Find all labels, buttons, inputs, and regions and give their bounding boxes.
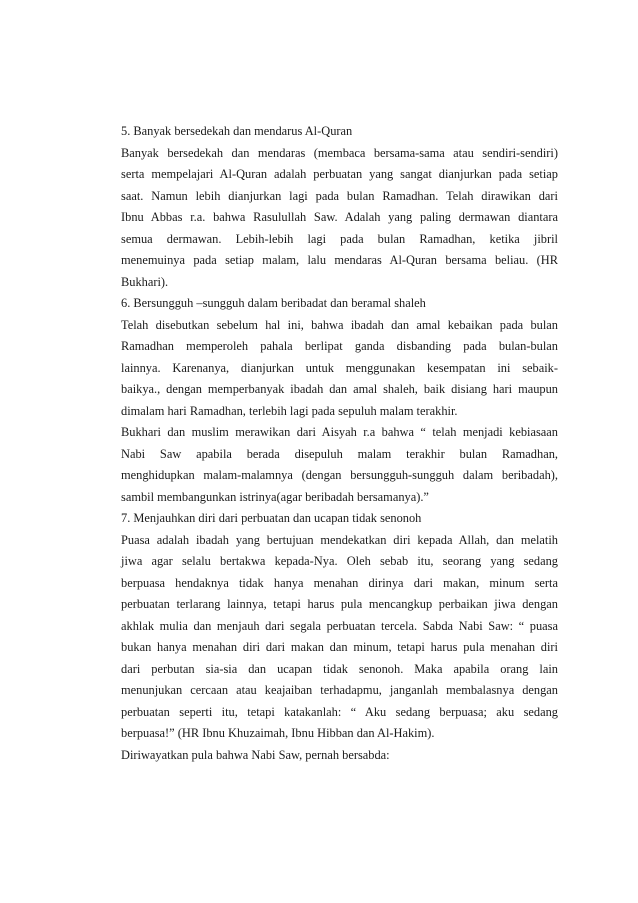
text-line: Diriwayatkan pula bahwa Nabi Saw, pernah bersabda:	[121, 747, 390, 762]
text-line: perbuatan terlarang lainnya, tetapi harus pula mencangkup perbaikan jiwa dengan	[121, 597, 558, 611]
text-line: sambil membangunkan istrinya(agar beribadah bersamanya).”	[121, 489, 429, 504]
text-line: Bukhari).	[121, 274, 169, 289]
text-line: 5. Banyak bersedekah dan mendarus Al-Quran	[121, 124, 353, 138]
text-line: menghidupkan malam-malamnya (dengan bersungguh-sungguh dalam beribadah),	[121, 468, 558, 482]
text-line: Banyak bersedekah dan mendaras (membaca bersama-sama atau sendiri-sendiri)	[121, 145, 558, 160]
text-line: dari perbutan sia-sia dan ucapan tidak senonoh. Maka apabila orang lain	[121, 661, 558, 676]
text-line: Telah disebutkan sebelum hal ini, bahwa ibadah dan amal kebaikan pada bulan	[121, 317, 558, 332]
text-line: berpuasa!” (HR Ibnu Khuzaimah, Ibnu Hibban dan Al-Hakim).	[121, 726, 435, 740]
text-line: serta mempelajari Al-Quran adalah perbuatan yang sangat dianjurkan pada setiap	[121, 167, 558, 181]
text-line: Puasa adalah ibadah yang bertujuan mendekatkan diri kepada Allah, dan melatih	[121, 532, 558, 547]
document-body	[121, 121, 558, 766]
text-line: Bukhari dan muslim merawikan dari Aisyah r.a bahwa “ telah menjadi kebiasaan	[121, 425, 558, 439]
text-line: dimalam hari Ramadhan, terlebih lagi pada sepuluh malam terakhir.	[121, 403, 458, 418]
text-line: menemuinya pada setiap malam, lalu mendaras Al-Quran bersama beliau. (HR	[121, 253, 558, 267]
text-line: Ramadhan memperoleh pahala berlipat ganda disbanding pada bulan-bulan	[121, 339, 558, 353]
text-line: jiwa agar selalu bertakwa kepada-Nya. Oleh sebab itu, seorang yang sedang	[121, 554, 558, 568]
text-line: lainnya. Karenanya, dianjurkan untuk menggunakan kesempatan ini sebaik-	[121, 360, 558, 375]
text-line: bukan hanya menahan diri dari makan dan minum, tetapi harus pula menahan diri	[121, 640, 558, 654]
text-line: berpuasa hendaknya tidak hanya menahan dirinya dari makan, minum serta	[121, 575, 558, 590]
text-line: 6. Bersungguh –sungguh dalam beribadat dan beramal shaleh	[121, 296, 426, 310]
text-line: perbuatan seperti itu, tetapi katakanlah: “ Aku sedang berpuasa; aku sedang	[121, 704, 558, 719]
text-line: baikya., dengan memperbanyak ibadah dan amal shaleh, baik disiang hari maupun	[121, 382, 558, 396]
text-line: Nabi Saw apabila berada disepuluh malam terakhir bulan Ramadhan,	[121, 446, 558, 461]
text-line: akhlak mulia dan menjauh dari segala perbuatan tercela. Sabda Nabi Saw: “ puasa	[121, 618, 558, 633]
text-line: menunjukan cercaan atau keajaiban terhadapmu, janganlah membalasnya dengan	[121, 683, 558, 697]
text-line: Ibnu Abbas r.a. bahwa Rasulullah Saw. Adalah yang paling dermawan diantara	[121, 210, 558, 224]
text-line: saat. Namun lebih dianjurkan lagi pada bulan Ramadhan. Telah dirawikan dari	[121, 188, 558, 203]
text-line: 7. Menjauhkan diri dari perbuatan dan ucapan tidak senonoh	[121, 511, 422, 525]
text-line: semua dermawan. Lebih-lebih lagi pada bulan Ramadhan, ketika jibril	[121, 231, 558, 246]
